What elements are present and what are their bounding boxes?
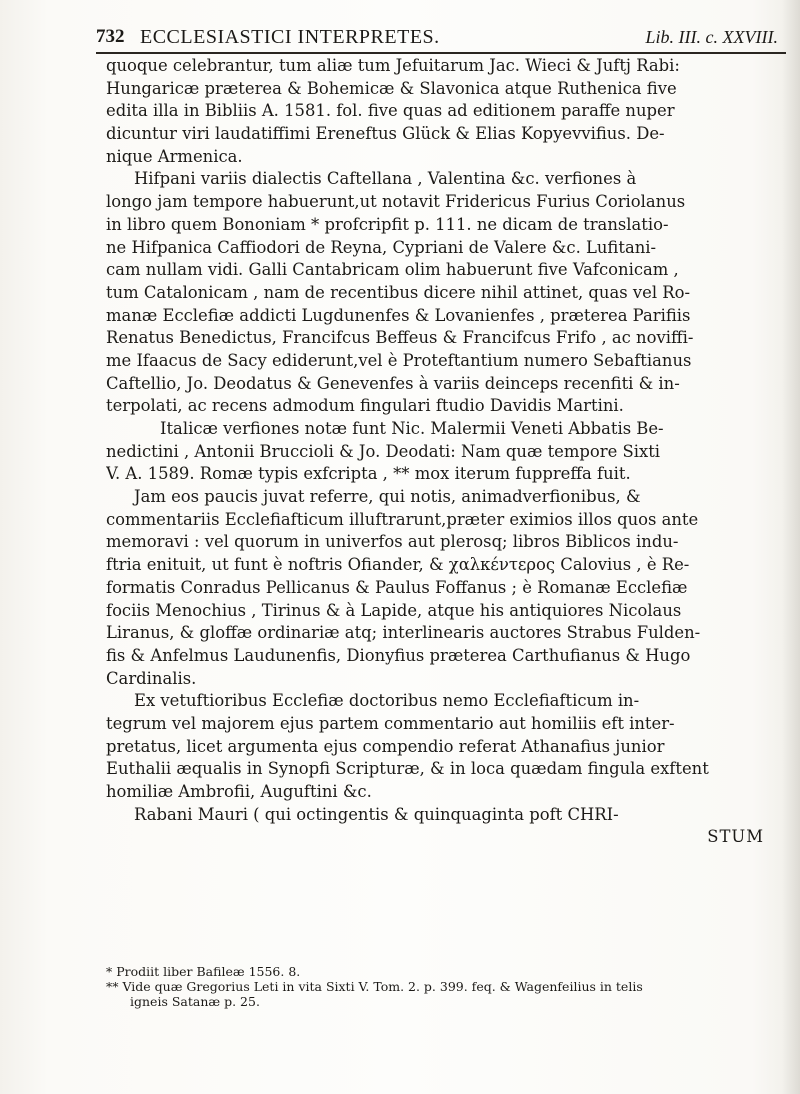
footnote-line: igneis Satanæ p. 25.: [130, 994, 260, 1009]
page-edge-shadow: [782, 0, 800, 1094]
paragraph-start-line: Jam eos paucis juvat referre, qui notis, animadverfionibus, &: [134, 487, 641, 507]
paragraph-start-line: Italicæ verfiones notæ funt Nic. Malermii Veneti Abbatis Be-: [160, 419, 664, 438]
text-line: Renatus Benedictus, Francifcus Beffeus & Francifcus Frifo , ac noviffi-: [106, 328, 694, 348]
text-line: memoravi : vel quorum in univerfos aut plerosq; libros Biblicos indu-: [106, 532, 679, 552]
footnote-line: ** Vide quæ Gregorius Leti in vita Sixti V. Tom. 2. p. 399. feq. & Wagenfeilius in telis: [106, 979, 643, 994]
paragraph-start-line: Hifpani variis dialectis Caftellana , Valentina &c. verfiones à: [134, 169, 637, 189]
text-line: tegrum vel majorem ejus partem commentario aut homiliis eft inter-: [106, 713, 675, 733]
text-line: in libro quem Bononiam * profcripfit p. 111. ne dicam de translatio-: [106, 214, 669, 234]
footnotes: [106, 964, 782, 1009]
text-line: ne Hifpanica Caffiodori de Reyna, Cypriani de Valere &c. Lufitani-: [106, 237, 657, 257]
text-line: edita illa in Bibliis A. 1581. fol. five quas ad editionem paraffe nuper: [106, 101, 675, 121]
header-rule: [96, 52, 786, 54]
text-line: nedictini , Antonii Bruccioli & Jo. Deodati: Nam quæ tempore Sixti: [106, 441, 661, 461]
text-line: longo jam tempore habuerunt,ut notavit Fridericus Furius Coriolanus: [106, 192, 686, 212]
text-line: tum Catalonicam , nam de recentibus dicere nihil attinet, quas vel Ro-: [106, 282, 691, 302]
paragraph-start-line: Rabani Mauri ( qui octingentis & quinquaginta poft CHRI-: [134, 804, 619, 824]
text-line: dicuntur viri laudatiffimi Ereneftus Glück & Elias Kopyevvifius. De-: [106, 124, 665, 144]
text-line: commentariis Ecclefiafticum illuftrarunt,præter eximios illos quos ante: [106, 509, 699, 529]
text-line: me Ifaacus de Sacy ediderunt,vel è Proteftantium numero Sebaftianus: [106, 350, 692, 370]
text-line: Caftellio, Jo. Deodatus & Genevenfes à variis deinceps recenfiti & in-: [106, 373, 680, 393]
paragraph-start-line: Ex vetuftioribus Ecclefiæ doctoribus nemo Ecclefiafticum in-: [134, 691, 640, 711]
text-line: ftria enituit, ut funt è noftris Ofiander, & χαλκέντερος Calovius , è Re-: [106, 555, 690, 575]
page-number: 732: [96, 26, 125, 47]
text-line: terpolati, ac recens admodum fingulari ftudio Davidis Martini.: [106, 396, 624, 416]
text-line: Hungaricæ præterea & Bohemicæ & Slavonica atque Ruthenica five: [106, 78, 677, 98]
page-header: [96, 24, 782, 54]
running-title: ECCLESIASTICI INTERPRETES.: [140, 26, 440, 48]
text-line: fociis Menochius , Tirinus & à Lapide, atque his antiquiores Nicolaus: [106, 600, 682, 620]
main-text: [106, 55, 782, 849]
text-line: V. A. 1589. Romæ typis exfcripta , ** mox iterum fuppreffa fuit.: [106, 464, 631, 484]
text-line: formatis Conradus Pellicanus & Paulus Foffanus ; è Romanæ Ecclefiæ: [106, 577, 688, 597]
text-line: cam nullam vidi. Galli Cantabricam olim habuerunt five Vafconicam ,: [106, 260, 679, 280]
text-line: manæ Ecclefiæ addicti Lugdunenfes & Lovanienfes , præterea Parifiis: [106, 305, 691, 325]
catchword: STUM: [707, 827, 764, 847]
text-line: nique Armenica.: [106, 146, 243, 166]
text-line: pretatus, licet argumenta ejus compendio referat Athanafius junior: [106, 736, 665, 756]
text-line: Euthalii æqualis in Synopfi Scripturæ, & in loca quædam fingula exftent: [106, 759, 709, 779]
text-line: Cardinalis.: [106, 668, 197, 688]
text-line: quoque celebrantur, tum aliæ tum Jefuitarum Jac. Wieci & Juftj Rabi:: [106, 56, 680, 75]
section-reference: Lib. III. c. XXVIII.: [645, 27, 778, 47]
text-line: fis & Anfelmus Laudunenfis, Dionyfius præterea Carthufianus & Hugo: [106, 645, 691, 665]
text-line: Liranus, & gloffæ ordinariæ atq; interlinearis auctores Strabus Fulden-: [106, 623, 701, 643]
text-line: homiliæ Ambrofii, Auguftini &c.: [106, 782, 372, 801]
footnote-line: * Prodiit liber Bafileæ 1556. 8.: [106, 964, 301, 979]
